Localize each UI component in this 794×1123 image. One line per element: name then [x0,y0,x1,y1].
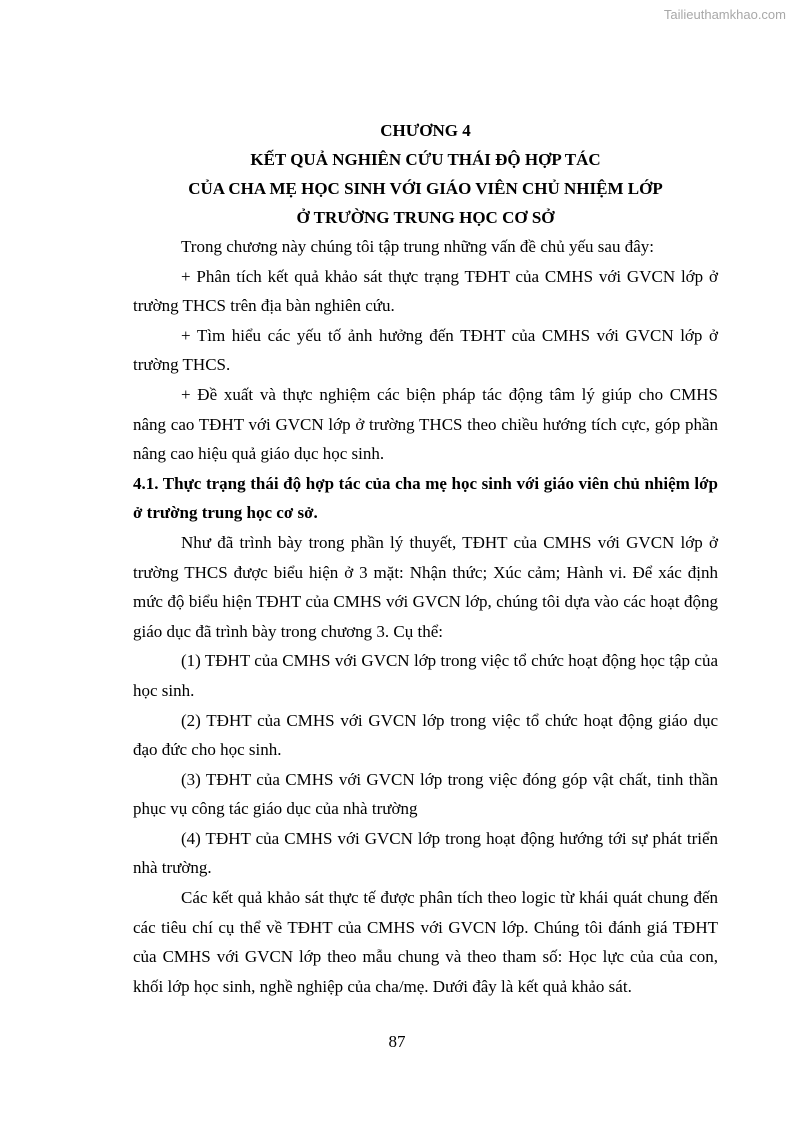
chapter-title-line-3: Ở TRƯỜNG TRUNG HỌC CƠ SỞ [296,208,555,227]
chapter-heading [133,116,718,232]
watermark-text: Tailieuthamkhao.com [663,7,786,22]
list-item-3: (3) TĐHT của CMHS với GVCN lớp trong việc đóng góp vật chất, tinh thần phục vụ công tác giáo dục của nhà trường [133,769,718,819]
intro-bullet-analysis: + Phân tích kết quả khảo sát thực trạng TĐHT của CMHS với GVCN lớp ở trường THCS trên địa bàn nghiên cứu. [133,266,718,316]
intro-paragraph: Trong chương này chúng tôi tập trung những vấn đề chủ yếu sau đây: [181,237,654,256]
chapter-title-line-2: CỦA CHA MẸ HỌC SINH VỚI GIÁO VIÊN CHỦ NHIỆM LỚP [188,179,663,198]
list-item-4: (4) TĐHT của CMHS với GVCN lớp trong hoạt động hướng tới sự phát triển nhà trường. [133,828,718,878]
intro-bullet-proposals: + Đề xuất và thực nghiệm các biện pháp tác động tâm lý giúp cho CMHS nâng cao TĐHT với GVCN lớp ở trường THCS theo chiều hướng tích cực, góp phần nâng cao hiệu quả giáo dục học sinh. [133,384,718,464]
chapter-title-line-1: KẾT QUẢ NGHIÊN CỨU THÁI ĐỘ HỢP TÁC [250,150,601,169]
section-heading: 4.1. Thực trạng thái độ hợp tác của cha mẹ học sinh với giáo viên chủ nhiệm lớp ở trường trung học cơ sở. [133,473,718,523]
page-number: 87 [388,1032,406,1051]
document-page [133,116,718,1001]
chapter-label: CHƯƠNG 4 [380,121,471,140]
intro-bullet-factors: + Tìm hiểu các yếu tố ảnh hưởng đến TĐHT của CMHS với GVCN lớp ở trường THCS. [133,325,718,375]
list-item-2: (2) TĐHT của CMHS với GVCN lớp trong việc tổ chức hoạt động giáo dục đạo đức cho học sinh. [133,710,718,760]
section-paragraph: Như đã trình bày trong phần lý thuyết, TĐHT của CMHS với GVCN lớp ở trường THCS được biểu hiện ở 3 mặt: Nhận thức; Xúc cảm; Hành vi. Để xác định mức độ biểu hiện TĐHT của CMHS với GVCN lớp, chúng tôi dựa vào các hoạt động giáo dục đã trình bày trong chương 3. Cụ thể: [133,532,718,641]
list-item-1: (1) TĐHT của CMHS với GVCN lớp trong việc tổ chức hoạt động học tập của học sinh. [133,651,718,700]
section-paragraph-results: Các kết quả khảo sát thực tế được phân tích theo logic từ khái quát chung đến các tiêu chí cụ thể về TĐHT của CMHS với GVCN lớp. Chúng tôi đánh giá TĐHT của CMHS với GVCN lớp theo mẫu chung và theo tham số: Học lực của của con, khối lớp học sinh, nghề nghiệp của cha/mẹ. Dưới đây là kết quả khảo sát. [133,888,718,996]
